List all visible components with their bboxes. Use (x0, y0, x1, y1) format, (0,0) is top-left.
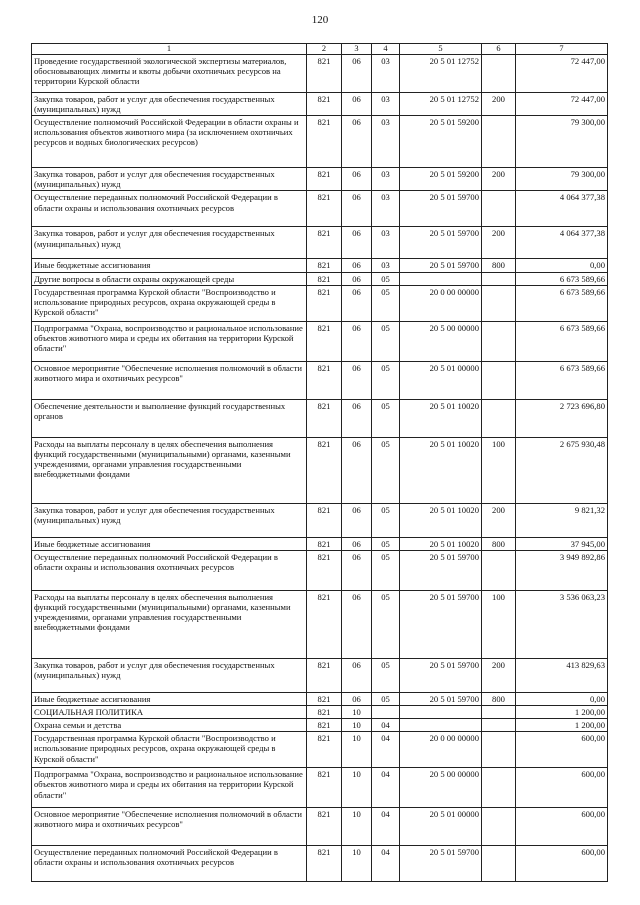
cell-subsection: 04 (372, 846, 400, 882)
cell-name: Подпрограмма "Охрана, воспроизводство и рациональное использование объектов животного мира и среды их обитания на территории Курской области" (32, 321, 307, 361)
cell-subsection: 05 (372, 321, 400, 361)
cell-expense-type (482, 191, 516, 227)
cell-name: Иные бюджетные ассигнования (32, 692, 307, 705)
cell-subsection: 03 (372, 259, 400, 272)
cell-subsection: 05 (372, 437, 400, 503)
cell-name: Иные бюджетные ассигнования (32, 259, 307, 272)
cell-name: Закупка товаров, работ и услуг для обеспечения государственных (муниципальных) нужд (32, 227, 307, 259)
cell-name: Основное мероприятие "Обеспечение исполнения полномочий в области животного мира и охотничьих ресурсов" (32, 808, 307, 846)
cell-section: 06 (342, 227, 372, 259)
table-row (32, 768, 608, 808)
cell-amount: 2 675 930,48 (516, 437, 608, 503)
table-row (32, 503, 608, 537)
cell-name: Государственная программа Курской области "Воспроизводство и использование природных ресурсов, охрана окружающей среды в Курской области" (32, 285, 307, 321)
cell-section: 10 (342, 768, 372, 808)
cell-expense-type (482, 768, 516, 808)
cell-name: СОЦИАЛЬНАЯ ПОЛИТИКА (32, 706, 307, 719)
cell-name: Подпрограмма "Охрана, воспроизводство и рациональное использование объектов животного мира и среды их обитания на территории Курской области" (32, 768, 307, 808)
table-row (32, 658, 608, 692)
cell-amount: 2 723 696,80 (516, 399, 608, 437)
table-row (32, 272, 608, 285)
cell-amount: 4 064 377,38 (516, 227, 608, 259)
table-row (32, 808, 608, 846)
cell-section: 06 (342, 692, 372, 705)
cell-expense-type: 200 (482, 227, 516, 259)
cell-subsection: 03 (372, 191, 400, 227)
table-row (32, 259, 608, 272)
cell-amount: 72 447,00 (516, 54, 608, 92)
cell-amount: 600,00 (516, 808, 608, 846)
table-row (32, 399, 608, 437)
cell-expense-type (482, 719, 516, 732)
table-row (32, 692, 608, 705)
cell-target-article: 20 5 01 00000 (400, 361, 482, 399)
cell-section: 10 (342, 846, 372, 882)
cell-name: Осуществление переданных полномочий Российской Федерации в области охраны и использования охотничьих ресурсов (32, 846, 307, 882)
cell-expense-type (482, 808, 516, 846)
cell-name: Охрана семьи и детства (32, 719, 307, 732)
header-cell: 1 (32, 44, 307, 55)
cell-code: 821 (307, 191, 342, 227)
cell-subsection: 03 (372, 227, 400, 259)
cell-target-article: 20 5 01 59700 (400, 846, 482, 882)
cell-target-article (400, 706, 482, 719)
cell-amount: 72 447,00 (516, 92, 608, 115)
cell-section: 06 (342, 550, 372, 590)
cell-subsection: 05 (372, 658, 400, 692)
cell-subsection: 05 (372, 285, 400, 321)
cell-expense-type (482, 321, 516, 361)
cell-subsection: 05 (372, 361, 400, 399)
cell-expense-type (482, 399, 516, 437)
cell-code: 821 (307, 768, 342, 808)
cell-amount: 9 821,32 (516, 503, 608, 537)
header-cell: 4 (372, 44, 400, 55)
cell-expense-type (482, 116, 516, 168)
page-number: 120 (311, 14, 329, 26)
cell-amount: 3 949 892,86 (516, 550, 608, 590)
cell-code: 821 (307, 116, 342, 168)
cell-expense-type (482, 54, 516, 92)
cell-section: 06 (342, 590, 372, 658)
cell-expense-type: 200 (482, 658, 516, 692)
cell-expense-type: 100 (482, 590, 516, 658)
cell-section: 06 (342, 658, 372, 692)
cell-subsection: 05 (372, 692, 400, 705)
cell-code: 821 (307, 321, 342, 361)
cell-code: 821 (307, 503, 342, 537)
cell-amount: 3 536 063,23 (516, 590, 608, 658)
cell-code: 821 (307, 692, 342, 705)
cell-expense-type: 800 (482, 537, 516, 550)
cell-amount: 1 200,00 (516, 719, 608, 732)
cell-expense-type (482, 285, 516, 321)
cell-amount: 79 300,00 (516, 116, 608, 168)
cell-section: 06 (342, 321, 372, 361)
cell-expense-type (482, 732, 516, 768)
cell-code: 821 (307, 550, 342, 590)
cell-code: 821 (307, 658, 342, 692)
cell-target-article: 20 5 00 00000 (400, 321, 482, 361)
cell-subsection: 05 (372, 550, 400, 590)
cell-subsection (372, 706, 400, 719)
cell-subsection: 05 (372, 537, 400, 550)
table-row (32, 719, 608, 732)
cell-code: 821 (307, 399, 342, 437)
cell-expense-type: 800 (482, 259, 516, 272)
cell-code: 821 (307, 168, 342, 191)
cell-expense-type (482, 846, 516, 882)
cell-amount: 79 300,00 (516, 168, 608, 191)
cell-code: 821 (307, 227, 342, 259)
cell-name: Расходы на выплаты персоналу в целях обеспечения выполнения функций государственными (муниципальными) органами, казенными учреждениями, органами управления государственными внебюджетными фондами (32, 437, 307, 503)
cell-target-article: 20 5 01 10020 (400, 537, 482, 550)
cell-name: Закупка товаров, работ и услуг для обеспечения государственных (муниципальных) нужд (32, 92, 307, 115)
cell-section: 06 (342, 54, 372, 92)
cell-name: Проведение государственной экологической экспертизы материалов, обосновывающих лимиты и квоты добычи охотничьих ресурсов на территории Курской области (32, 54, 307, 92)
table-row (32, 191, 608, 227)
cell-section: 06 (342, 399, 372, 437)
cell-target-article: 20 5 01 59200 (400, 168, 482, 191)
cell-expense-type (482, 361, 516, 399)
cell-target-article: 20 5 01 12752 (400, 54, 482, 92)
cell-target-article: 20 5 01 10020 (400, 503, 482, 537)
cell-expense-type: 200 (482, 168, 516, 191)
cell-name: Расходы на выплаты персоналу в целях обеспечения выполнения функций государственными (муниципальными) органами, казенными учреждениями, органами управления государственными внебюджетными фондами (32, 590, 307, 658)
cell-amount: 6 673 589,66 (516, 285, 608, 321)
table-row (32, 321, 608, 361)
cell-expense-type: 100 (482, 437, 516, 503)
cell-subsection: 05 (372, 399, 400, 437)
cell-subsection: 05 (372, 272, 400, 285)
cell-section: 06 (342, 116, 372, 168)
cell-name: Закупка товаров, работ и услуг для обеспечения государственных (муниципальных) нужд (32, 658, 307, 692)
table-row (32, 92, 608, 115)
cell-section: 10 (342, 719, 372, 732)
cell-subsection: 04 (372, 732, 400, 768)
cell-name: Осуществление полномочий Российской Федерации в области охраны и использования объектов животного мира (за исключением охотничьих ресурсов и водных биологических ресурсов) (32, 116, 307, 168)
header-cell: 5 (400, 44, 482, 55)
cell-amount: 1 200,00 (516, 706, 608, 719)
table-row (32, 537, 608, 550)
cell-code: 821 (307, 92, 342, 115)
cell-code: 821 (307, 732, 342, 768)
cell-section: 06 (342, 437, 372, 503)
cell-target-article (400, 719, 482, 732)
cell-section: 06 (342, 272, 372, 285)
cell-code: 821 (307, 808, 342, 846)
cell-section: 06 (342, 191, 372, 227)
cell-target-article: 20 5 01 10020 (400, 399, 482, 437)
cell-expense-type (482, 550, 516, 590)
cell-subsection: 03 (372, 116, 400, 168)
table-row (32, 54, 608, 92)
cell-target-article: 20 5 01 59700 (400, 227, 482, 259)
table-row (32, 590, 608, 658)
cell-target-article: 20 5 01 59700 (400, 550, 482, 590)
cell-code: 821 (307, 54, 342, 92)
cell-section: 10 (342, 706, 372, 719)
cell-target-article: 20 5 01 10020 (400, 437, 482, 503)
cell-section: 06 (342, 168, 372, 191)
table-row (32, 168, 608, 191)
cell-expense-type: 800 (482, 692, 516, 705)
cell-name: Государственная программа Курской области "Воспроизводство и использование природных ресурсов, охрана окружающей среды в Курской области" (32, 732, 307, 768)
cell-code: 821 (307, 590, 342, 658)
header-cell: 6 (482, 44, 516, 55)
cell-target-article (400, 272, 482, 285)
cell-amount: 6 673 589,66 (516, 321, 608, 361)
cell-subsection: 05 (372, 503, 400, 537)
cell-name: Обеспечение деятельности и выполнение функций государственных органов (32, 399, 307, 437)
cell-code: 821 (307, 361, 342, 399)
cell-name: Иные бюджетные ассигнования (32, 537, 307, 550)
cell-expense-type (482, 272, 516, 285)
cell-section: 06 (342, 285, 372, 321)
cell-amount: 413 829,63 (516, 658, 608, 692)
header-cell: 2 (307, 44, 342, 55)
cell-target-article: 20 5 01 59700 (400, 590, 482, 658)
cell-code: 821 (307, 537, 342, 550)
cell-target-article: 20 5 01 59700 (400, 658, 482, 692)
header-cell: 3 (342, 44, 372, 55)
cell-section: 06 (342, 503, 372, 537)
cell-code: 821 (307, 706, 342, 719)
cell-amount: 37 945,00 (516, 537, 608, 550)
budget-table (31, 43, 608, 882)
cell-section: 06 (342, 537, 372, 550)
cell-name: Основное мероприятие "Обеспечение исполнения полномочий в области животного мира и охотничьих ресурсов" (32, 361, 307, 399)
table-row (32, 285, 608, 321)
cell-code: 821 (307, 272, 342, 285)
table-row (32, 846, 608, 882)
cell-expense-type: 200 (482, 92, 516, 115)
cell-section: 06 (342, 259, 372, 272)
table-row (32, 706, 608, 719)
table-row (32, 550, 608, 590)
cell-amount: 600,00 (516, 768, 608, 808)
cell-code: 821 (307, 437, 342, 503)
table-row (32, 437, 608, 503)
cell-target-article: 20 5 00 00000 (400, 768, 482, 808)
cell-subsection: 03 (372, 168, 400, 191)
cell-code: 821 (307, 846, 342, 882)
cell-amount: 6 673 589,66 (516, 361, 608, 399)
cell-subsection: 04 (372, 808, 400, 846)
cell-target-article: 20 5 01 59700 (400, 259, 482, 272)
cell-subsection: 03 (372, 92, 400, 115)
table-header-row (32, 44, 608, 55)
cell-target-article: 20 5 01 59200 (400, 116, 482, 168)
cell-target-article: 20 5 01 59700 (400, 692, 482, 705)
cell-subsection: 03 (372, 54, 400, 92)
cell-expense-type: 200 (482, 503, 516, 537)
cell-target-article: 20 0 00 00000 (400, 285, 482, 321)
cell-amount: 6 673 589,66 (516, 272, 608, 285)
cell-subsection: 04 (372, 768, 400, 808)
cell-amount: 4 064 377,38 (516, 191, 608, 227)
cell-amount: 0,00 (516, 692, 608, 705)
cell-name: Осуществление переданных полномочий Российской Федерации в области охраны и использования охотничьих ресурсов (32, 550, 307, 590)
cell-section: 06 (342, 361, 372, 399)
table-row (32, 227, 608, 259)
cell-code: 821 (307, 719, 342, 732)
cell-target-article: 20 5 01 12752 (400, 92, 482, 115)
cell-section: 06 (342, 92, 372, 115)
cell-code: 821 (307, 285, 342, 321)
cell-target-article: 20 0 00 00000 (400, 732, 482, 768)
cell-code: 821 (307, 259, 342, 272)
header-cell: 7 (516, 44, 608, 55)
cell-name: Закупка товаров, работ и услуг для обеспечения государственных (муниципальных) нужд (32, 503, 307, 537)
cell-expense-type (482, 706, 516, 719)
table-row (32, 732, 608, 768)
table-row (32, 116, 608, 168)
cell-section: 10 (342, 732, 372, 768)
cell-name: Закупка товаров, работ и услуг для обеспечения государственных (муниципальных) нужд (32, 168, 307, 191)
cell-name: Другие вопросы в области охраны окружающей среды (32, 272, 307, 285)
cell-amount: 600,00 (516, 732, 608, 768)
cell-target-article: 20 5 01 00000 (400, 808, 482, 846)
cell-section: 10 (342, 808, 372, 846)
cell-name: Осуществление переданных полномочий Российской Федерации в области охраны и использования охотничьих ресурсов (32, 191, 307, 227)
cell-amount: 600,00 (516, 846, 608, 882)
cell-subsection: 05 (372, 590, 400, 658)
cell-amount: 0,00 (516, 259, 608, 272)
table-row (32, 361, 608, 399)
cell-target-article: 20 5 01 59700 (400, 191, 482, 227)
cell-subsection: 04 (372, 719, 400, 732)
